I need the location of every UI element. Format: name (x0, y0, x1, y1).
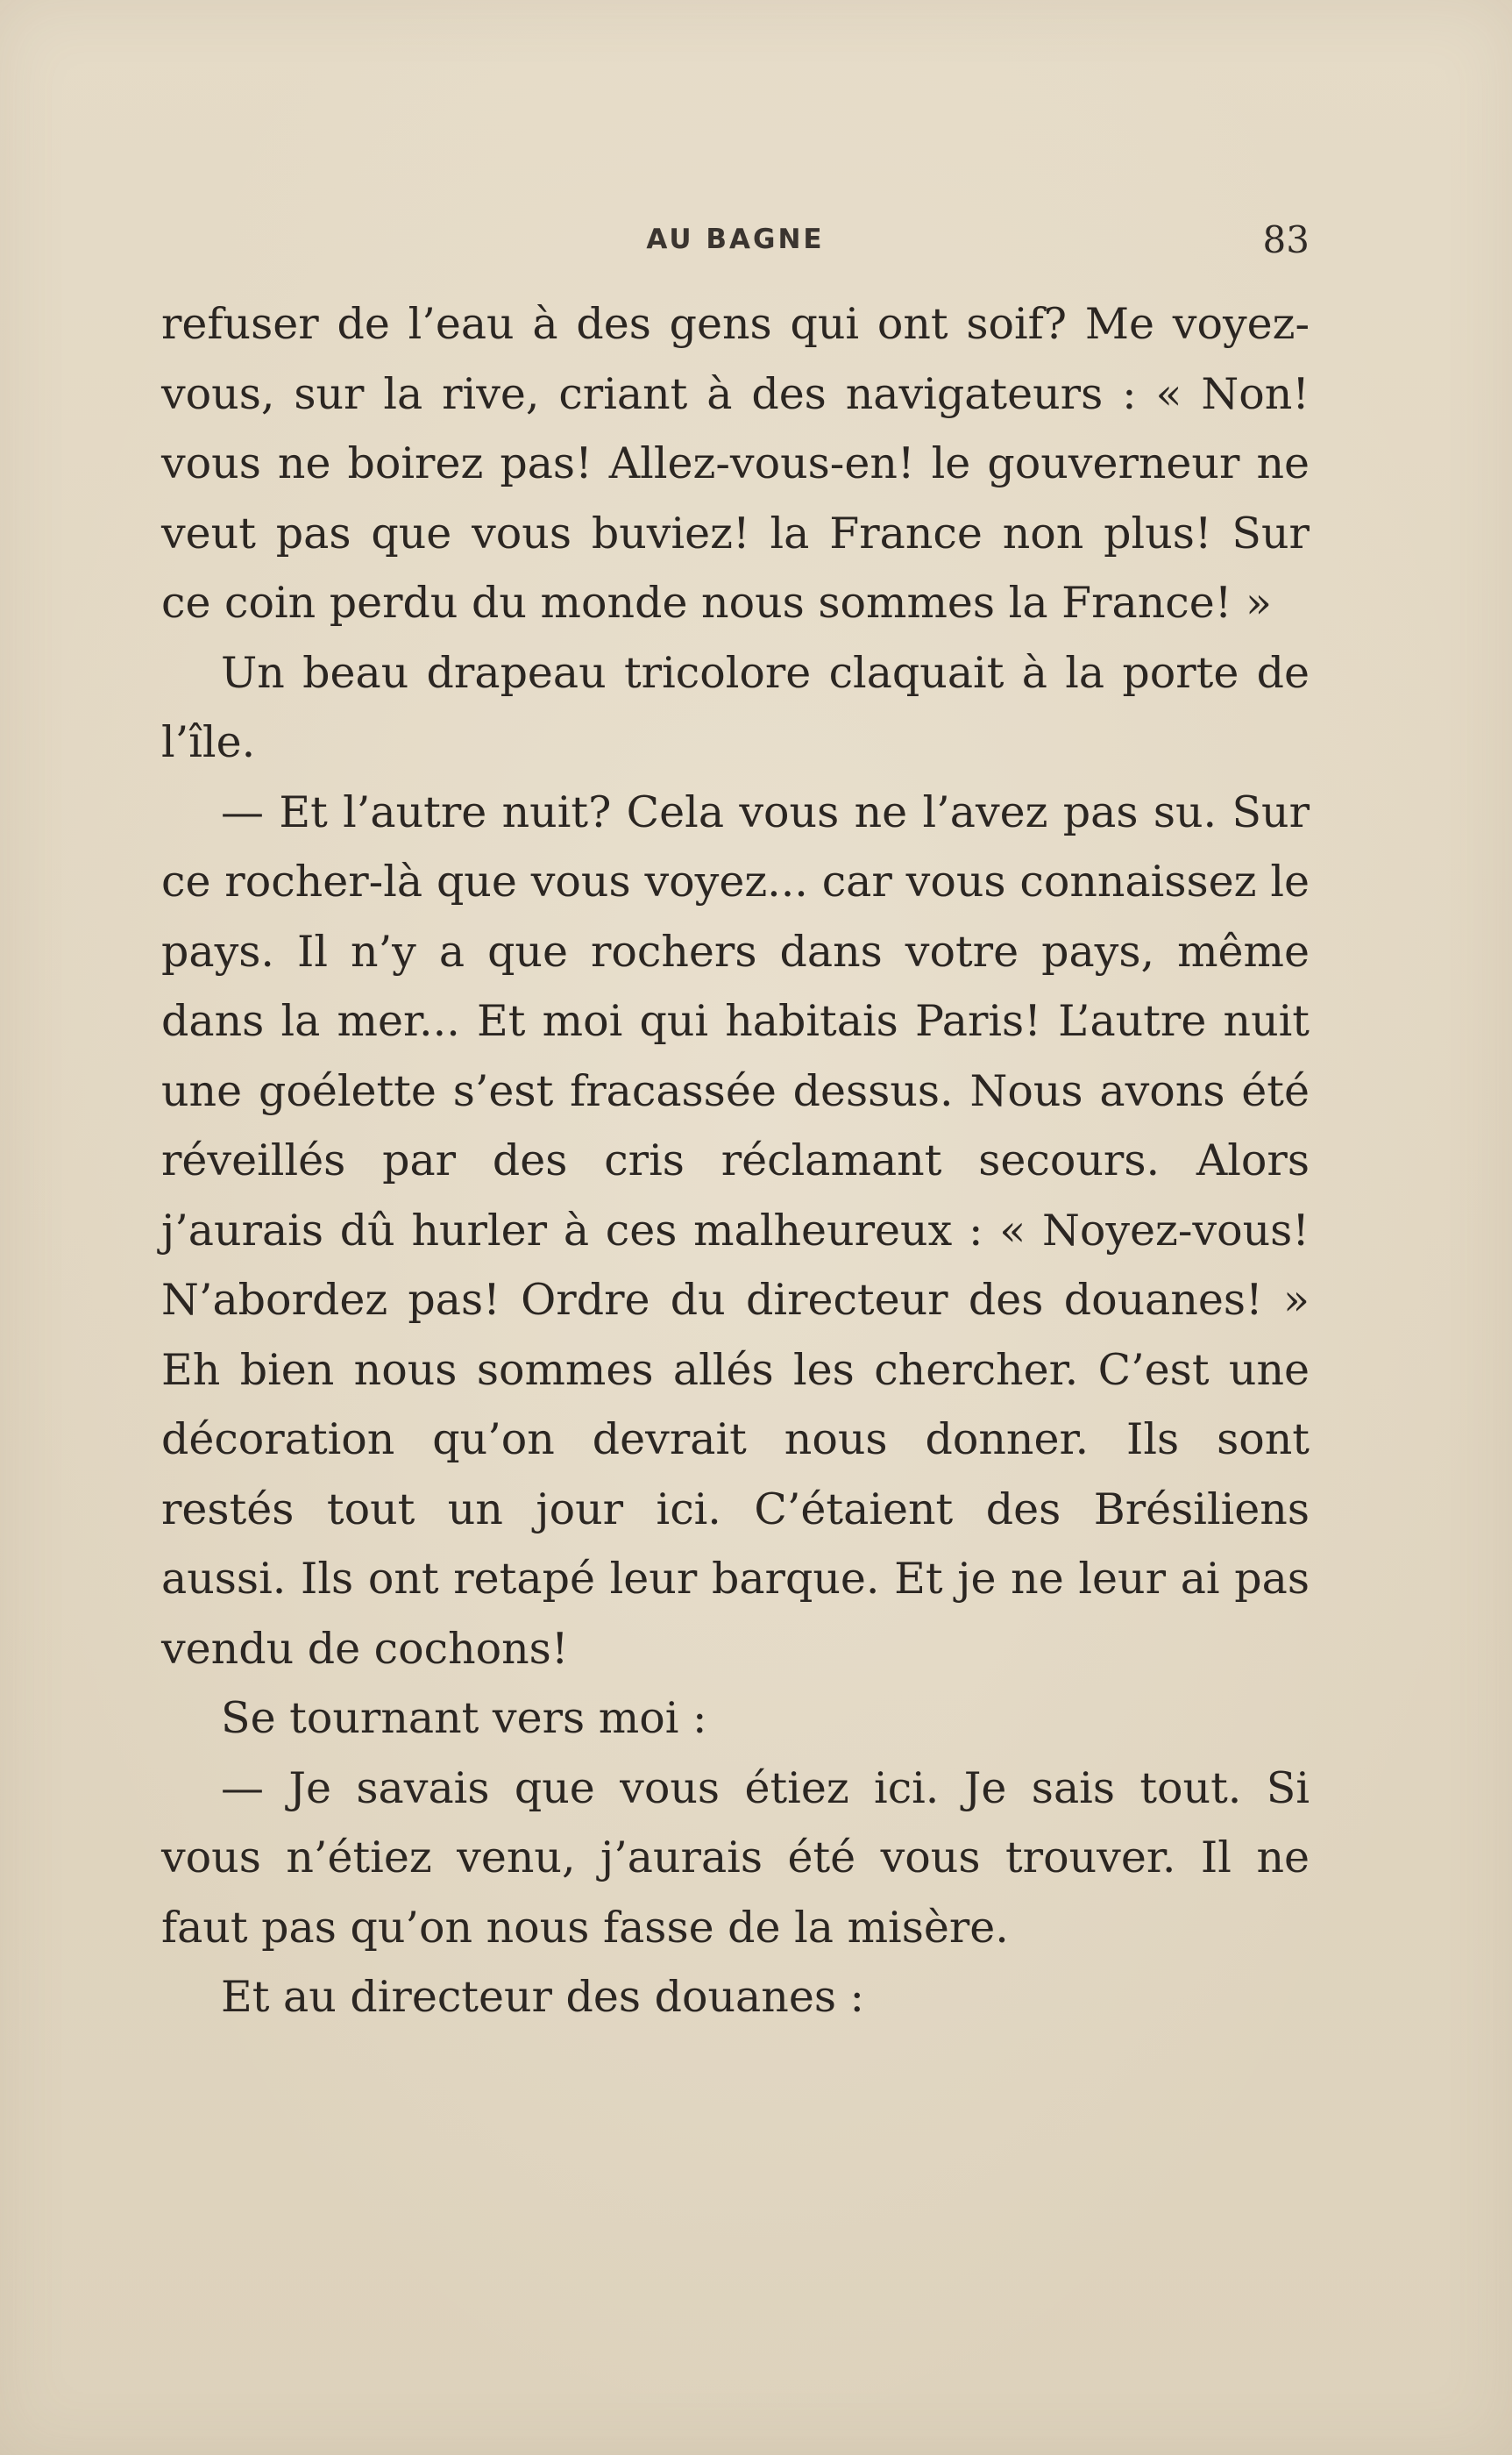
paragraph: Se tournant vers moi : (221, 1693, 707, 1743)
paragraph: Un beau drapeau tricolore claquait à la porte de l’île. (161, 647, 1310, 767)
body-text (161, 289, 1310, 2032)
page-header (161, 218, 1310, 276)
running-title: AU BAGNE (646, 224, 825, 255)
paragraph-continued: refuser de l’eau à des gens qui ont soif? Me voyez-vous, sur la rive, criant à des navigateurs : « Non! vous ne boirez pas! Allez-vous-en! le gouverneur ne veut pas que vous buviez! la France non plus! Sur ce coin perdu du monde nous sommes la France! » (161, 299, 1310, 628)
paragraph: Et au directeur des douanes : (221, 1972, 865, 2022)
paragraph: — Et l’autre nuit? Cela vous ne l’avez pas su. Sur ce rocher-là que vous voyez... car vous connaissez le pays. Il n’y a que rochers dans votre pays, même dans la mer... Et moi qui habitais Paris! L’autre nuit une goélette s’est fracassée dessus. Nous avons été réveillés par des cris réclamant secours. Alors j’aurais dû hurler à ces malheureux : « Noyez-vous! N’abordez pas! Ordre du directeur des douanes! » Eh bien nous sommes allés les chercher. C’est une décoration qu’on devrait nous donner. Ils sont restés tout un jour ici. C’étaient des Brésiliens aussi. Ils ont retapé leur barque. Et je ne leur ai pas vendu de cochons! (161, 786, 1310, 1674)
page-number: 83 (1262, 218, 1310, 261)
paragraph: — Je savais que vous étiez ici. Je sais tout. Si vous n’étiez venu, j’aurais été vous trouver. Il ne faut pas qu’on nous fasse de la misère. (161, 1762, 1310, 1953)
